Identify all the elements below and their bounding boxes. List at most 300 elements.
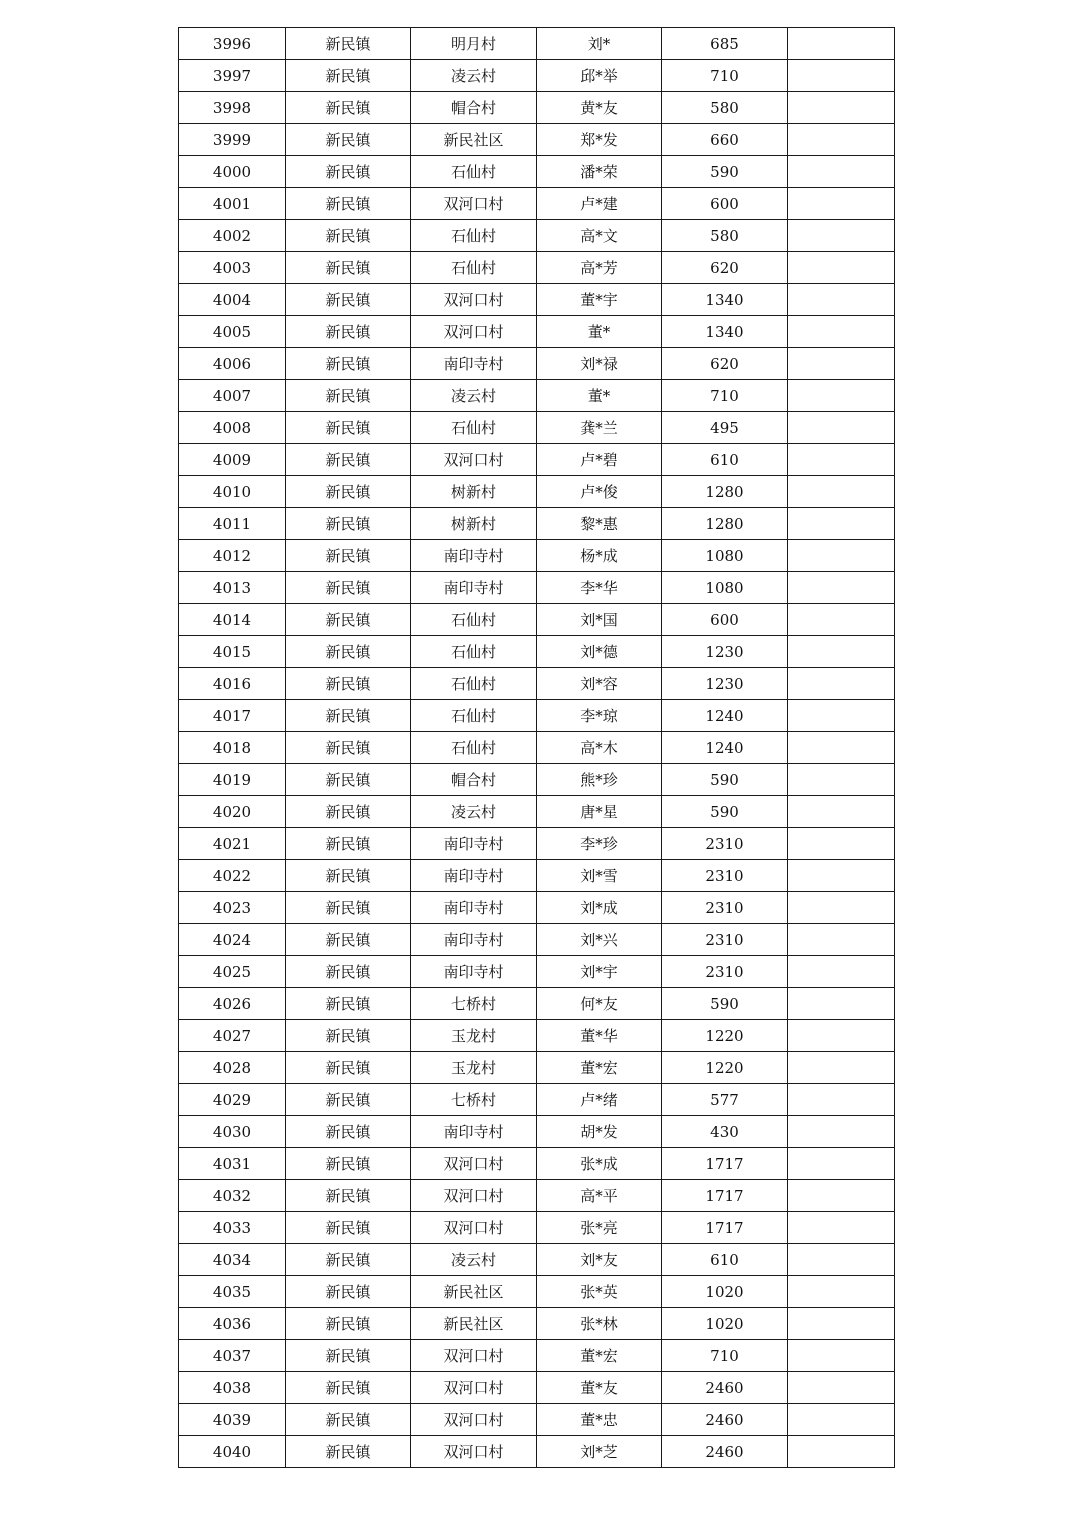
amount-cell: 495 [662,412,788,444]
village-cell: 石仙村 [411,156,537,188]
serial-number-cell: 4038 [179,1372,286,1404]
name-cell: 董*宏 [537,1340,662,1372]
serial-number-cell: 4024 [179,924,286,956]
note-cell [788,1308,895,1340]
name-cell: 卢*碧 [537,444,662,476]
amount-cell: 600 [662,188,788,220]
town-cell: 新民镇 [286,412,411,444]
table-row [179,1212,895,1244]
beneficiary-table [178,27,895,1468]
note-cell [788,412,895,444]
town-cell: 新民镇 [286,1148,411,1180]
table-row [179,1020,895,1052]
serial-number-cell: 3999 [179,124,286,156]
amount-cell: 610 [662,1244,788,1276]
amount-cell: 1280 [662,476,788,508]
note-cell [788,1244,895,1276]
town-cell: 新民镇 [286,316,411,348]
note-cell [788,220,895,252]
serial-number-cell: 4001 [179,188,286,220]
note-cell [788,828,895,860]
amount-cell: 710 [662,380,788,412]
name-cell: 刘*友 [537,1244,662,1276]
village-cell: 双河口村 [411,1404,537,1436]
table-row [179,252,895,284]
village-cell: 帽合村 [411,764,537,796]
note-cell [788,924,895,956]
village-cell: 南印寺村 [411,828,537,860]
table-row [179,508,895,540]
amount-cell: 620 [662,348,788,380]
name-cell: 胡*发 [537,1116,662,1148]
serial-number-cell: 3997 [179,60,286,92]
serial-number-cell: 4018 [179,732,286,764]
table-row [179,1276,895,1308]
amount-cell: 710 [662,60,788,92]
village-cell: 明月村 [411,28,537,60]
note-cell [788,60,895,92]
note-cell [788,668,895,700]
village-cell: 七桥村 [411,988,537,1020]
table-row [179,476,895,508]
table-row [179,540,895,572]
village-cell: 石仙村 [411,604,537,636]
name-cell: 唐*星 [537,796,662,828]
note-cell [788,796,895,828]
document-page [178,27,894,1468]
name-cell: 刘*芝 [537,1436,662,1468]
table-row [179,636,895,668]
town-cell: 新民镇 [286,604,411,636]
serial-number-cell: 4014 [179,604,286,636]
amount-cell: 600 [662,604,788,636]
village-cell: 凌云村 [411,60,537,92]
name-cell: 刘*国 [537,604,662,636]
amount-cell: 2310 [662,924,788,956]
village-cell: 南印寺村 [411,956,537,988]
note-cell [788,380,895,412]
town-cell: 新民镇 [286,1084,411,1116]
name-cell: 卢*建 [537,188,662,220]
amount-cell: 1240 [662,700,788,732]
town-cell: 新民镇 [286,764,411,796]
name-cell: 张*林 [537,1308,662,1340]
name-cell: 黎*惠 [537,508,662,540]
serial-number-cell: 4012 [179,540,286,572]
name-cell: 董*友 [537,1372,662,1404]
note-cell [788,1340,895,1372]
table-row [179,1308,895,1340]
note-cell [788,476,895,508]
serial-number-cell: 4034 [179,1244,286,1276]
name-cell: 何*友 [537,988,662,1020]
name-cell: 郑*发 [537,124,662,156]
amount-cell: 1080 [662,540,788,572]
village-cell: 双河口村 [411,188,537,220]
serial-number-cell: 4000 [179,156,286,188]
serial-number-cell: 4037 [179,1340,286,1372]
note-cell [788,636,895,668]
note-cell [788,252,895,284]
town-cell: 新民镇 [286,924,411,956]
village-cell: 双河口村 [411,1212,537,1244]
note-cell [788,1212,895,1244]
amount-cell: 1340 [662,316,788,348]
table-row [179,348,895,380]
town-cell: 新民镇 [286,1212,411,1244]
note-cell [788,188,895,220]
town-cell: 新民镇 [286,92,411,124]
village-cell: 双河口村 [411,1436,537,1468]
serial-number-cell: 4002 [179,220,286,252]
village-cell: 双河口村 [411,1180,537,1212]
name-cell: 李*华 [537,572,662,604]
note-cell [788,508,895,540]
note-cell [788,1084,895,1116]
table-row [179,1244,895,1276]
note-cell [788,604,895,636]
town-cell: 新民镇 [286,1436,411,1468]
town-cell: 新民镇 [286,1340,411,1372]
serial-number-cell: 4023 [179,892,286,924]
town-cell: 新民镇 [286,188,411,220]
amount-cell: 577 [662,1084,788,1116]
serial-number-cell: 4031 [179,1148,286,1180]
village-cell: 凌云村 [411,380,537,412]
village-cell: 新民社区 [411,1276,537,1308]
serial-number-cell: 4008 [179,412,286,444]
table-row [179,316,895,348]
village-cell: 石仙村 [411,220,537,252]
name-cell: 董*忠 [537,1404,662,1436]
note-cell [788,764,895,796]
town-cell: 新民镇 [286,700,411,732]
village-cell: 南印寺村 [411,892,537,924]
serial-number-cell: 4021 [179,828,286,860]
serial-number-cell: 4007 [179,380,286,412]
name-cell: 董* [537,380,662,412]
table-row [179,956,895,988]
note-cell [788,1372,895,1404]
town-cell: 新民镇 [286,60,411,92]
note-cell [788,1116,895,1148]
serial-number-cell: 4004 [179,284,286,316]
amount-cell: 1220 [662,1020,788,1052]
name-cell: 董* [537,316,662,348]
table-row [179,572,895,604]
town-cell: 新民镇 [286,1244,411,1276]
serial-number-cell: 4019 [179,764,286,796]
serial-number-cell: 4005 [179,316,286,348]
table-row [179,412,895,444]
town-cell: 新民镇 [286,668,411,700]
amount-cell: 710 [662,1340,788,1372]
amount-cell: 1230 [662,668,788,700]
serial-number-cell: 4039 [179,1404,286,1436]
serial-number-cell: 4040 [179,1436,286,1468]
table-row [179,284,895,316]
amount-cell: 1080 [662,572,788,604]
name-cell: 刘*成 [537,892,662,924]
town-cell: 新民镇 [286,508,411,540]
note-cell [788,156,895,188]
table-row [179,92,895,124]
village-cell: 双河口村 [411,1340,537,1372]
serial-number-cell: 4011 [179,508,286,540]
table-row [179,1436,895,1468]
note-cell [788,1020,895,1052]
table-row [179,604,895,636]
table-row [179,1148,895,1180]
amount-cell: 1020 [662,1308,788,1340]
town-cell: 新民镇 [286,284,411,316]
table-row [179,828,895,860]
table-row [179,1180,895,1212]
note-cell [788,892,895,924]
town-cell: 新民镇 [286,572,411,604]
amount-cell: 590 [662,764,788,796]
name-cell: 潘*荣 [537,156,662,188]
serial-number-cell: 4006 [179,348,286,380]
amount-cell: 610 [662,444,788,476]
town-cell: 新民镇 [286,1020,411,1052]
town-cell: 新民镇 [286,124,411,156]
name-cell: 刘*德 [537,636,662,668]
amount-cell: 590 [662,156,788,188]
amount-cell: 1230 [662,636,788,668]
name-cell: 刘*宇 [537,956,662,988]
table-row [179,668,895,700]
village-cell: 石仙村 [411,700,537,732]
town-cell: 新民镇 [286,1404,411,1436]
table-row [179,924,895,956]
town-cell: 新民镇 [286,1276,411,1308]
amount-cell: 1020 [662,1276,788,1308]
name-cell: 张*成 [537,1148,662,1180]
amount-cell: 660 [662,124,788,156]
note-cell [788,28,895,60]
amount-cell: 2460 [662,1372,788,1404]
name-cell: 张*亮 [537,1212,662,1244]
table-row [179,796,895,828]
note-cell [788,444,895,476]
town-cell: 新民镇 [286,1372,411,1404]
amount-cell: 1220 [662,1052,788,1084]
town-cell: 新民镇 [286,956,411,988]
note-cell [788,572,895,604]
amount-cell: 685 [662,28,788,60]
name-cell: 刘*禄 [537,348,662,380]
town-cell: 新民镇 [286,220,411,252]
village-cell: 双河口村 [411,316,537,348]
name-cell: 杨*成 [537,540,662,572]
table-row [179,28,895,60]
amount-cell: 2310 [662,892,788,924]
name-cell: 刘*雪 [537,860,662,892]
village-cell: 石仙村 [411,636,537,668]
amount-cell: 2310 [662,956,788,988]
note-cell [788,1052,895,1084]
town-cell: 新民镇 [286,444,411,476]
table-row [179,1084,895,1116]
village-cell: 石仙村 [411,732,537,764]
town-cell: 新民镇 [286,540,411,572]
table-row [179,220,895,252]
amount-cell: 2310 [662,860,788,892]
town-cell: 新民镇 [286,988,411,1020]
village-cell: 新民社区 [411,124,537,156]
name-cell: 黄*友 [537,92,662,124]
town-cell: 新民镇 [286,348,411,380]
serial-number-cell: 4003 [179,252,286,284]
serial-number-cell: 4035 [179,1276,286,1308]
note-cell [788,700,895,732]
name-cell: 高*平 [537,1180,662,1212]
town-cell: 新民镇 [286,1180,411,1212]
town-cell: 新民镇 [286,828,411,860]
amount-cell: 1717 [662,1212,788,1244]
table-row [179,60,895,92]
table-row [179,1340,895,1372]
village-cell: 石仙村 [411,412,537,444]
table-row [179,124,895,156]
table-row [179,380,895,412]
table-body [179,28,895,1468]
village-cell: 凌云村 [411,1244,537,1276]
village-cell: 石仙村 [411,252,537,284]
table-row [179,444,895,476]
note-cell [788,988,895,1020]
serial-number-cell: 4036 [179,1308,286,1340]
town-cell: 新民镇 [286,1308,411,1340]
table-row [179,156,895,188]
town-cell: 新民镇 [286,860,411,892]
name-cell: 李*珍 [537,828,662,860]
amount-cell: 430 [662,1116,788,1148]
note-cell [788,1404,895,1436]
name-cell: 高*木 [537,732,662,764]
table-row [179,1116,895,1148]
name-cell: 高*文 [537,220,662,252]
village-cell: 玉龙村 [411,1052,537,1084]
town-cell: 新民镇 [286,476,411,508]
amount-cell: 580 [662,92,788,124]
note-cell [788,956,895,988]
serial-number-cell: 3996 [179,28,286,60]
table-row [179,860,895,892]
note-cell [788,316,895,348]
name-cell: 卢*俊 [537,476,662,508]
serial-number-cell: 4009 [179,444,286,476]
serial-number-cell: 4027 [179,1020,286,1052]
village-cell: 南印寺村 [411,540,537,572]
note-cell [788,284,895,316]
village-cell: 南印寺村 [411,860,537,892]
village-cell: 新民社区 [411,1308,537,1340]
table-row [179,764,895,796]
village-cell: 帽合村 [411,92,537,124]
serial-number-cell: 4032 [179,1180,286,1212]
village-cell: 凌云村 [411,796,537,828]
name-cell: 龚*兰 [537,412,662,444]
name-cell: 刘*容 [537,668,662,700]
village-cell: 双河口村 [411,284,537,316]
serial-number-cell: 4017 [179,700,286,732]
note-cell [788,732,895,764]
serial-number-cell: 4026 [179,988,286,1020]
serial-number-cell: 4016 [179,668,286,700]
note-cell [788,1276,895,1308]
note-cell [788,1436,895,1468]
name-cell: 张*英 [537,1276,662,1308]
name-cell: 董*宏 [537,1052,662,1084]
town-cell: 新民镇 [286,892,411,924]
town-cell: 新民镇 [286,156,411,188]
serial-number-cell: 4030 [179,1116,286,1148]
village-cell: 南印寺村 [411,348,537,380]
name-cell: 邱*举 [537,60,662,92]
name-cell: 熊*珍 [537,764,662,796]
town-cell: 新民镇 [286,1052,411,1084]
note-cell [788,860,895,892]
serial-number-cell: 4013 [179,572,286,604]
table-row [179,732,895,764]
village-cell: 南印寺村 [411,1116,537,1148]
village-cell: 双河口村 [411,444,537,476]
name-cell: 卢*绪 [537,1084,662,1116]
town-cell: 新民镇 [286,252,411,284]
serial-number-cell: 4020 [179,796,286,828]
serial-number-cell: 4025 [179,956,286,988]
amount-cell: 580 [662,220,788,252]
serial-number-cell: 3998 [179,92,286,124]
table-row [179,1372,895,1404]
town-cell: 新民镇 [286,1116,411,1148]
table-row [179,188,895,220]
serial-number-cell: 4010 [179,476,286,508]
amount-cell: 1717 [662,1148,788,1180]
village-cell: 树新村 [411,476,537,508]
note-cell [788,348,895,380]
serial-number-cell: 4029 [179,1084,286,1116]
serial-number-cell: 4028 [179,1052,286,1084]
village-cell: 树新村 [411,508,537,540]
amount-cell: 1340 [662,284,788,316]
amount-cell: 590 [662,988,788,1020]
amount-cell: 620 [662,252,788,284]
name-cell: 董*华 [537,1020,662,1052]
village-cell: 石仙村 [411,668,537,700]
amount-cell: 2460 [662,1436,788,1468]
table-row [179,700,895,732]
note-cell [788,1148,895,1180]
note-cell [788,92,895,124]
town-cell: 新民镇 [286,636,411,668]
serial-number-cell: 4033 [179,1212,286,1244]
name-cell: 刘*兴 [537,924,662,956]
note-cell [788,124,895,156]
village-cell: 南印寺村 [411,572,537,604]
amount-cell: 1280 [662,508,788,540]
table-row [179,1052,895,1084]
table-row [179,1404,895,1436]
table-row [179,988,895,1020]
name-cell: 董*宇 [537,284,662,316]
name-cell: 李*琼 [537,700,662,732]
amount-cell: 1240 [662,732,788,764]
serial-number-cell: 4022 [179,860,286,892]
village-cell: 南印寺村 [411,924,537,956]
